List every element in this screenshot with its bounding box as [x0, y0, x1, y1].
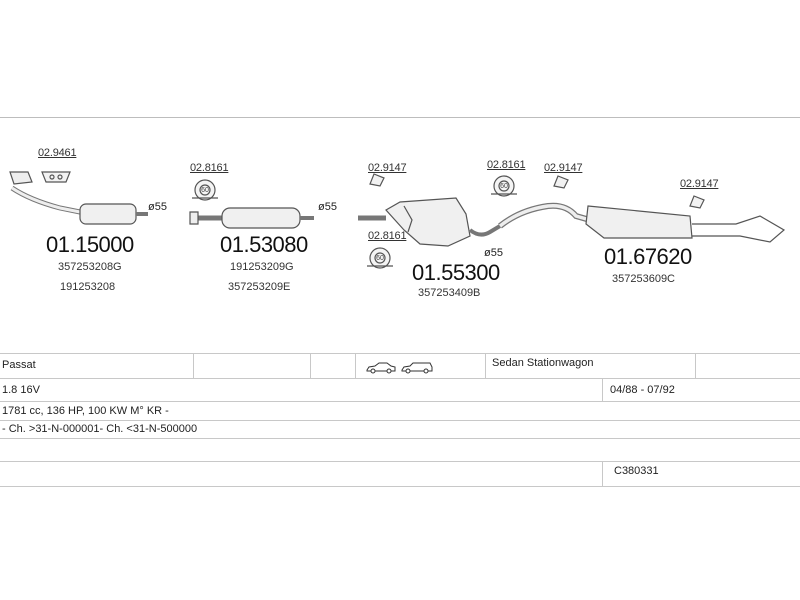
hanger-drawing-2: [554, 176, 568, 188]
part-number-3: 01.55300: [412, 260, 500, 285]
ring-label-3: 60: [500, 183, 508, 190]
table-col-line: [695, 353, 696, 378]
part-code-2a: 191253209G: [230, 261, 294, 273]
table-row-line: [0, 353, 800, 354]
table-col-line: [310, 353, 311, 378]
diameter-2: ø55: [318, 201, 337, 213]
hanger-drawing-1: [370, 174, 384, 186]
center-silencer-drawing: [190, 208, 314, 228]
part-code-1a: 357253208G: [58, 261, 122, 273]
part-number-4: 01.67620: [604, 244, 692, 269]
table-col-line: [602, 461, 603, 486]
part-code-4: 357253609C: [612, 273, 676, 285]
clamp-ref-3a: 02.9147: [368, 162, 407, 174]
engine-cell: 1.8 16V: [2, 384, 40, 396]
clamp-ref-2: 02.8161: [190, 162, 229, 174]
sedan-car-icon: [366, 361, 396, 379]
ring-label-2: 60: [376, 255, 384, 262]
table-row-line: [0, 438, 800, 439]
table-row-line: [0, 486, 800, 487]
table-col-line: [193, 353, 194, 378]
part-code-3: 357253409B: [418, 287, 481, 299]
part-code-1b: 191253208: [60, 281, 116, 293]
body-types-cell: Sedan Stationwagon: [492, 357, 594, 369]
flange-gasket-drawing: [42, 172, 70, 182]
clamp-ref-4b: 02.9147: [544, 162, 583, 174]
station-wagon-icon: [401, 361, 433, 379]
clamp-ref-4a: 02.8161: [487, 159, 526, 171]
diameter-3: ø55: [484, 247, 503, 259]
clamp-ref-3b: 02.8161: [368, 230, 407, 242]
part-code-2b: 357253209E: [228, 281, 291, 293]
table-row-line: [0, 461, 800, 462]
code-cell: C380331: [614, 465, 659, 477]
table-col-line: [355, 353, 356, 378]
part-number-1: 01.15000: [46, 232, 134, 257]
model-cell: Passat: [2, 359, 36, 371]
hanger-drawing-3: [690, 196, 704, 208]
top-border: [0, 117, 800, 118]
rear-silencer-drawing: [500, 206, 784, 242]
table-row-line: [0, 420, 800, 421]
front-pipe-drawing: [10, 172, 148, 224]
clamp-ref-4c: 02.9147: [680, 178, 719, 190]
table-row-line: [0, 401, 800, 402]
table-col-line: [485, 353, 486, 378]
part-number-2: 01.53080: [220, 232, 308, 257]
diameter-1: ø55: [148, 201, 167, 213]
chassis-cell: - Ch. >31-N-000001- Ch. <31-N-500000: [2, 423, 198, 435]
spec-cell: 1781 cc, 136 HP, 100 KW M° KR -: [2, 405, 169, 417]
ring-label-1: 60: [201, 187, 209, 194]
years-cell: 04/88 - 07/92: [610, 384, 675, 396]
table-row-line: [0, 378, 800, 379]
clamp-ref-1: 02.9461: [38, 147, 77, 159]
table-col-line: [602, 378, 603, 401]
